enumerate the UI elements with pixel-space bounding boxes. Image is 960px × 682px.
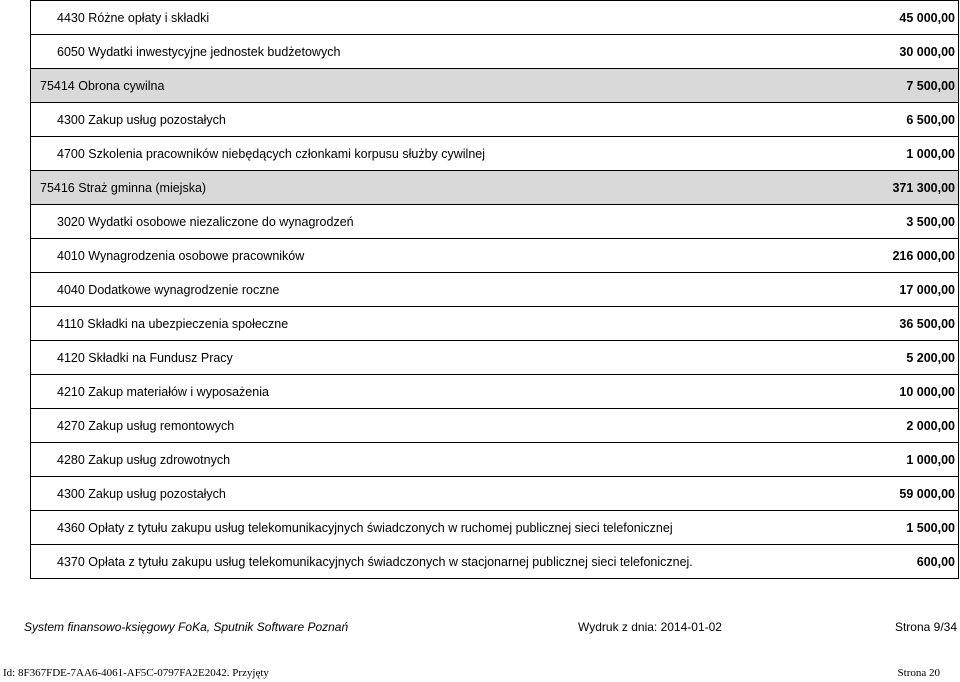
row-name: Zakup usług pozostałych <box>88 486 226 501</box>
row-amount: 2 000,00 <box>906 418 955 433</box>
table-row <box>30 137 959 171</box>
table-row <box>30 511 959 545</box>
row-label <box>57 453 230 467</box>
document-id: Id: 8F367FDE-7AA6-4061-AF5C-0797FA2E2042. Przyjęty <box>3 667 269 679</box>
row-code: 4700 <box>57 146 85 161</box>
row-name: Dodatkowe wynagrodzenie roczne <box>88 282 280 297</box>
row-label <box>57 351 233 365</box>
row-amount: 1 000,00 <box>906 146 955 161</box>
row-label <box>57 317 288 331</box>
row-code: 4360 <box>57 520 85 535</box>
budget-table <box>30 0 959 579</box>
row-name: Zakup usług zdrowotnych <box>88 452 231 467</box>
table-row <box>30 477 959 511</box>
chapter-row <box>30 171 959 205</box>
row-label <box>57 521 673 535</box>
row-label <box>57 11 209 25</box>
row-amount: 36 500,00 <box>899 316 955 331</box>
page-footer <box>24 620 957 634</box>
table-row <box>30 545 959 579</box>
row-amount: 10 000,00 <box>899 384 955 399</box>
document-page: Strona 20 <box>897 667 940 679</box>
row-amount: 600,00 <box>916 554 955 569</box>
table-row <box>30 307 959 341</box>
row-name: Wydatki inwestycyjne jednostek budżetowych <box>88 44 341 59</box>
row-amount: 45 000,00 <box>899 10 955 25</box>
row-label <box>57 215 354 229</box>
row-label <box>57 555 693 569</box>
table-row <box>30 273 959 307</box>
row-name: Obrona cywilna <box>78 78 165 93</box>
row-code: 4300 <box>57 486 85 501</box>
row-code: 75414 <box>40 78 75 93</box>
chapter-row <box>30 69 959 103</box>
row-amount: 1 500,00 <box>906 520 955 535</box>
row-label <box>57 113 226 127</box>
row-amount: 1 000,00 <box>906 452 955 467</box>
row-code: 4210 <box>57 384 85 399</box>
row-name: Straż gminna (miejska) <box>78 180 207 195</box>
table-row <box>30 375 959 409</box>
row-amount: 30 000,00 <box>899 44 955 59</box>
row-amount: 17 000,00 <box>899 282 955 297</box>
row-code: 4040 <box>57 282 85 297</box>
table-row <box>30 35 959 69</box>
row-name: Składki na Fundusz Pracy <box>88 350 233 365</box>
row-code: 4430 <box>57 10 85 25</box>
row-name: Wynagrodzenia osobowe pracowników <box>88 248 305 263</box>
table-row <box>30 443 959 477</box>
row-amount: 6 500,00 <box>906 112 955 127</box>
row-label <box>57 283 279 297</box>
row-code: 4280 <box>57 452 85 467</box>
row-code: 3020 <box>57 214 85 229</box>
row-code: 6050 <box>57 44 85 59</box>
table-row <box>30 0 959 35</box>
page-number: Strona 9/34 <box>894 620 957 634</box>
print-date: Wydruk z dnia: 2014-01-02 <box>578 620 722 634</box>
row-code: 4010 <box>57 248 85 263</box>
row-name: Zakup materiałów i wyposażenia <box>88 384 269 399</box>
row-amount: 371 300,00 <box>892 180 955 195</box>
table-row <box>30 341 959 375</box>
row-name: Zakup usług remontowych <box>88 418 235 433</box>
table-row <box>30 409 959 443</box>
table-row <box>30 239 959 273</box>
row-amount: 7 500,00 <box>906 78 955 93</box>
row-amount: 216 000,00 <box>892 248 955 263</box>
row-name: Szkolenia pracowników niebędących członkami korpusu służby cywilnej <box>88 146 486 161</box>
row-code: 4270 <box>57 418 85 433</box>
row-code: 75416 <box>40 180 75 195</box>
row-name: Wydatki osobowe niezaliczone do wynagrodzeń <box>88 214 354 229</box>
row-code: 4300 <box>57 112 85 127</box>
row-name: Różne opłaty i składki <box>88 10 210 25</box>
row-name: Składki na ubezpieczenia społeczne <box>87 316 289 331</box>
row-code: 4110 <box>57 316 84 331</box>
row-label <box>57 385 269 399</box>
row-label <box>57 249 304 263</box>
row-code: 4370 <box>57 554 85 569</box>
row-label <box>57 487 226 501</box>
system-name: System finansowo-księgowy FoKa, Sputnik Software Poznań <box>24 620 349 634</box>
row-name: Zakup usług pozostałych <box>88 112 226 127</box>
row-label <box>40 181 206 195</box>
table-row <box>30 103 959 137</box>
row-amount: 59 000,00 <box>899 486 955 501</box>
row-amount: 3 500,00 <box>906 214 955 229</box>
row-label <box>40 79 164 93</box>
table-row <box>30 205 959 239</box>
row-name: Opłata z tytułu zakupu usług telekomunikacyjnych świadczonych w stacjonarnej publicznej sieci telefonicznej. <box>88 554 693 569</box>
row-code: 4120 <box>57 350 85 365</box>
row-amount: 5 200,00 <box>906 350 955 365</box>
row-label <box>57 45 340 59</box>
row-name: Opłaty z tytułu zakupu usług telekomunikacyjnych świadczonych w ruchomej publicznej sieci telefonicznej <box>88 520 673 535</box>
row-label <box>57 419 234 433</box>
row-label <box>57 147 485 161</box>
